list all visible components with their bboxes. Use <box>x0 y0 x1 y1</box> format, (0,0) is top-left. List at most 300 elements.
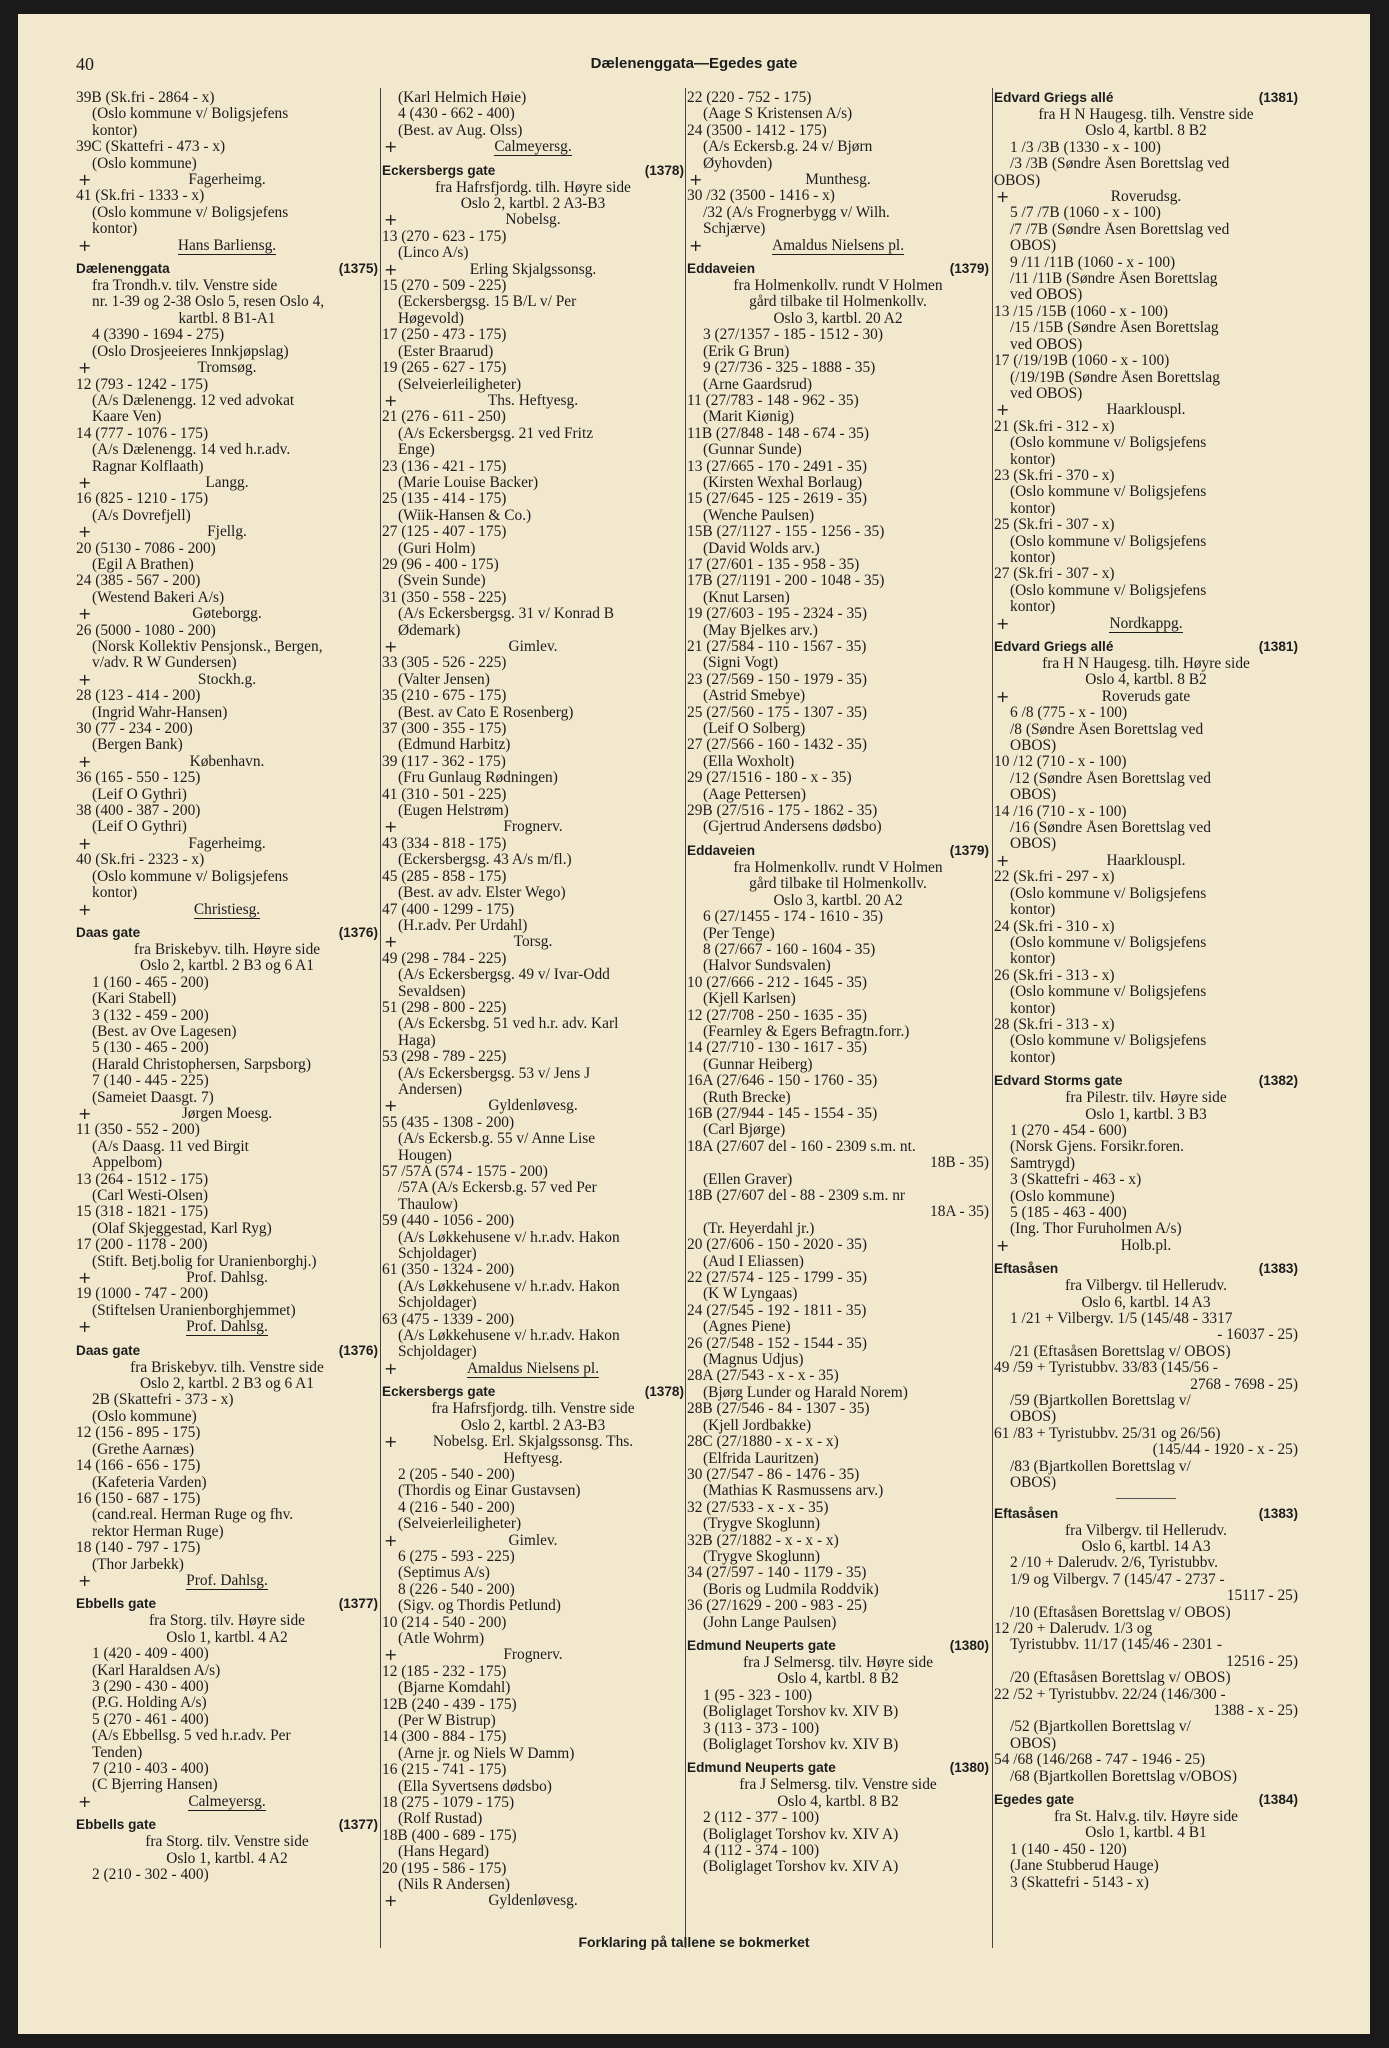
entry-line: kontor) <box>1010 451 1056 468</box>
entry-line: 6 (27/1455 - 174 - 1610 - 35) <box>703 909 883 926</box>
entry-line: ved OBOS) <box>1010 385 1083 402</box>
entry-line: 21 (Sk.fri - 312 - x) <box>994 418 1115 435</box>
entry-line: 32 (27/533 - x - x - 35) <box>687 1499 829 1516</box>
plus-icon: + <box>78 358 92 378</box>
entry-line: Samtrygd) <box>1010 1155 1075 1172</box>
directory-page <box>18 14 1370 2034</box>
entry-line: 18B (400 - 689 - 175) <box>382 1827 517 1844</box>
cross-street <box>76 1103 378 1123</box>
street-description: Oslo 1, kartbl. 3 B3 <box>1085 1106 1207 1123</box>
entry-line: (Oslo kommune v/ Boligsjefens <box>1010 934 1207 951</box>
entry-line: 38 (400 - 387 - 200) <box>76 803 201 820</box>
entry-line: (A/s Ebbellsg. 5 ved h.r.adv. Per <box>92 1728 291 1745</box>
cross-street <box>382 1893 684 1909</box>
street-description: Oslo 6, kartbl. 14 A3 <box>1081 1538 1211 1555</box>
entry-line: (A/s Løkkehusene v/ h.r.adv. Hakon <box>398 1328 620 1345</box>
entry-line: 2 (112 - 377 - 100) <box>703 1810 820 1827</box>
street-description: fra Pilestr. tilv. Høyre side <box>1065 1090 1227 1107</box>
street-description: fra Storg. tilv. Høyre side <box>148 1613 306 1630</box>
street-section <box>994 1506 1298 1786</box>
street-section <box>382 1384 684 1910</box>
cross-street-label: Ths. Heftyesg. <box>487 391 579 409</box>
entry-line: (Valter Jensen) <box>398 671 490 688</box>
entry-line: (A/s Dælenengg. 12 ved advokat <box>92 392 295 409</box>
street-number: (1383) <box>1258 1505 1298 1521</box>
street-section <box>76 925 378 1336</box>
entry-line: (Arne jr. og Niels W Damm) <box>398 1745 575 1762</box>
entry-line: 24 (3500 - 1412 - 175) <box>687 122 827 139</box>
entry-line: /16 (Søndre Åsen Borettslag ved <box>1010 820 1211 837</box>
entry-line: (Oslo Drosjeeieres Innkjøpslag) <box>92 343 289 360</box>
street-description: fra H N Haugesg. tilh. Venstre side <box>1038 107 1254 123</box>
entry-line: (A/s Eckersbergsg. 49 v/ Ivar-Odd <box>398 967 610 984</box>
entry-line: (Guri Holm) <box>398 540 476 557</box>
entry-line: (Selveierleiligheter) <box>398 376 522 393</box>
plus-icon: + <box>996 1235 1010 1255</box>
entry-line: Ragnar Kolflaath) <box>92 458 204 475</box>
entry-line: (Oslo kommune v/ Boligsjefens <box>1010 533 1207 550</box>
street-description: fra Holmenkollv. rundt V Holmen <box>733 278 943 295</box>
entry-line: (A/s Eckersb.g. 55 v/ Anne Lise <box>398 1131 596 1148</box>
street-heading <box>76 925 378 942</box>
entry-line: 26 (27/548 - 152 - 1544 - 35) <box>687 1335 867 1352</box>
plus-icon: + <box>384 210 398 230</box>
entry-line: 17 (27/601 - 135 - 958 - 35) <box>687 556 860 573</box>
street-name: Egedes gate <box>994 1792 1075 1807</box>
street-name: Daas gate <box>76 924 141 940</box>
street-heading <box>687 843 989 860</box>
entry-line: 4 (430 - 662 - 400) <box>398 106 515 123</box>
cross-street <box>76 1270 378 1286</box>
cross-street-label: Gimlev. <box>508 1531 558 1549</box>
entry-line: 6 /8 (775 - x - 100) <box>1010 705 1128 722</box>
plus-icon: + <box>384 1891 398 1911</box>
entry-line: 2768 - 7698 - 25) <box>1190 1376 1298 1393</box>
entry-line: (Ella Syvertsens dødsbo) <box>398 1778 552 1795</box>
entry-line: (Rolf Rustad) <box>398 1811 483 1828</box>
entry-line: 27 (125 - 407 - 175) <box>382 524 507 541</box>
entry-line: (H.r.adv. Per Urdahl) <box>398 917 528 934</box>
entry-line: (Eugen Helstrøm) <box>398 803 509 820</box>
entry-line: 55 (435 - 1308 - 200) <box>382 1114 515 1131</box>
entry-line: 1 (140 - 450 - 120) <box>1010 1841 1127 1858</box>
street-description: Oslo 2, kartbl. 2 A3-B3 <box>460 196 606 213</box>
cross-street-label: Erling Skjalgssonsg. <box>469 260 597 278</box>
entry-line: 1 /21 + Vilbergv. 1/5 (145/48 - 3317 <box>1010 1311 1233 1328</box>
street-number: (1377) <box>338 1817 378 1833</box>
street-section <box>687 90 989 254</box>
entry-line: OBOS) <box>1010 1475 1057 1492</box>
street-description: Oslo 6, kartbl. 14 A3 <box>1081 1294 1211 1311</box>
street-number: (1375) <box>338 261 378 277</box>
entry-line: (Hans Hegard) <box>398 1844 490 1861</box>
entry-line: 5 /7 /7B (1060 - x - 100) <box>1010 205 1161 222</box>
entry-line: 11 (350 - 552 - 200) <box>76 1122 200 1139</box>
entry-line: Sevaldsen) <box>398 983 466 1000</box>
street-description: Oslo 3, kartbl. 20 A2 <box>773 892 903 909</box>
entry-line: 43 (334 - 818 - 175) <box>382 835 507 852</box>
street-description: fra Vilbergv. til Hellerudv. <box>1065 1278 1227 1295</box>
entry-line: (A/s Eckersb.g. 24 v/ Bjørn <box>703 139 873 156</box>
entry-line: 10 (214 - 540 - 200) <box>382 1614 507 1631</box>
cross-street <box>76 360 378 376</box>
plus-icon: + <box>384 817 398 837</box>
entry-line: 2 /10 + Dalerudv. 2/6, Tyristubbv. <box>1010 1555 1218 1572</box>
entry-line: 59 (440 - 1056 - 200) <box>382 1213 515 1230</box>
entry-line: (Norsk Kollektiv Pensjonsk., Bergen, <box>92 639 323 655</box>
plus-icon: + <box>996 686 1010 706</box>
entry-line: (Trygve Skoglunn) <box>703 1516 821 1533</box>
entry-line: Tyristubbv. 11/17 (145/46 - 2301 - <box>1010 1637 1222 1654</box>
street-number: (1376) <box>338 924 378 940</box>
plus-icon: + <box>689 170 703 190</box>
entry-line: ved OBOS) <box>1010 287 1083 304</box>
street-description: fra Hafrsfjordg. tilh. Høyre side <box>435 179 631 196</box>
section-end-crossing <box>382 139 684 155</box>
entry-line: 41 (Sk.fri - 1333 - x) <box>76 188 205 205</box>
entry-line: 4 (112 - 374 - 100) <box>703 1843 820 1860</box>
street-heading <box>994 1261 1298 1278</box>
entry-line: 47 (400 - 1299 - 175) <box>382 901 515 918</box>
plus-icon: + <box>689 235 703 255</box>
entry-line: 1 (420 - 409 - 400) <box>92 1646 209 1663</box>
column-1 <box>76 90 378 1890</box>
entry-line: nr. 1-39 og 2-38 Oslo 5, resen Oslo 4, <box>92 294 325 311</box>
cross-street-label: Frognerv. <box>503 818 563 836</box>
entry-line: 24 (Sk.fri - 310 - x) <box>994 918 1115 935</box>
entry-line: (Oslo kommune v/ Boligsjefens <box>92 106 289 123</box>
street-section <box>687 1760 989 1875</box>
cross-street <box>76 606 378 622</box>
street-description: Oslo 4, kartbl. 8 B2 <box>1085 672 1207 689</box>
street-number: (1382) <box>1258 1073 1298 1089</box>
entry-line: /83 (Bjartkollen Borettslag v/ <box>1010 1458 1191 1475</box>
entry-line: (Thordis og Einar Gustavsen) <box>398 1483 581 1500</box>
cross-street-label: Langg. <box>205 473 249 491</box>
entry-line: (Wenche Paulsen) <box>703 507 815 524</box>
entry-line: Høgevold) <box>398 310 464 327</box>
entry-line: 23 (Sk.fri - 370 - x) <box>994 467 1115 484</box>
entry-line: 25 (27/560 - 175 - 1307 - 35) <box>687 704 867 721</box>
entry-line: 14 (27/710 - 130 - 1617 - 35) <box>687 1040 867 1057</box>
entry-line: 18A (27/607 del - 160 - 2309 s.m. nt. <box>687 1138 916 1155</box>
entry-line: /7 /7B (Søndre Åsen Borettslag ved <box>1010 221 1230 238</box>
entry-line: (Stift. Betj.bolig for Uranienborghj.) <box>92 1253 317 1270</box>
entry-line: (Thor Jarbekk) <box>92 1556 184 1573</box>
street-description: fra Briskebyv. tilh. Høyre side <box>133 941 321 958</box>
street-heading <box>76 1343 378 1360</box>
entry-line: (Atle Wohrm) <box>398 1630 485 1647</box>
entry-line: 12 (156 - 895 - 175) <box>76 1425 201 1442</box>
entry-line: 21 (276 - 611 - 250) <box>382 409 506 426</box>
plus-icon: + <box>78 1791 92 1811</box>
column-divider <box>685 88 686 1948</box>
entry-line: (Sigv. og Thordis Petlund) <box>398 1598 561 1615</box>
entry-line: (Gjertrud Andersens dødsbo) <box>703 819 882 836</box>
cross-street-label: Tromsøg. <box>197 359 257 377</box>
entry-line: 20 (27/606 - 150 - 2020 - 35) <box>687 1237 867 1254</box>
cross-street <box>687 172 989 188</box>
entry-line: 12516 - 25) <box>1226 1653 1298 1670</box>
street-description: Oslo 4, kartbl. 8 B2 <box>777 1793 899 1810</box>
street-section <box>687 261 989 836</box>
street-description: fra J Selmersg. tilv. Høyre side <box>742 1654 934 1671</box>
plus-icon: + <box>78 669 92 689</box>
entry-line: (Trygve Skoglunn) <box>703 1548 821 1565</box>
entry-line: (Kjell Karlsen) <box>703 991 796 1008</box>
entry-line: (A/s Løkkehusene v/ h.r.adv. Hakon <box>398 1229 620 1246</box>
entry-line: (Karl Helmich Høie) <box>398 90 527 106</box>
entry-line: (Erik G Brun) <box>703 343 790 360</box>
street-heading <box>687 1638 989 1655</box>
entry-line: 1 (160 - 465 - 200) <box>92 974 209 991</box>
street-description: fra Vilbergv. til Hellerudv. <box>1065 1522 1227 1539</box>
entry-line: (Kjell Jordbakke) <box>703 1417 812 1434</box>
street-description: Oslo 1, kartbl. 4 A2 <box>166 1850 288 1867</box>
entry-line: 22 /52 + Tyristubbv. 22/24 (146/300 - <box>994 1686 1226 1703</box>
entry-line: /20 (Eftasåsen Borettslag v/ OBOS) <box>1010 1670 1231 1687</box>
entry-line: ved OBOS) <box>1010 336 1083 353</box>
street-section <box>687 1638 989 1753</box>
entry-line: 18B (27/607 del - 88 - 2309 s.m. nr <box>687 1188 906 1204</box>
street-section <box>76 1596 378 1810</box>
entry-line: 28B (27/546 - 84 - 1307 - 35) <box>687 1401 870 1418</box>
street-number: (1378) <box>644 1384 684 1400</box>
entry-line: 14 (166 - 656 - 175) <box>76 1458 201 1475</box>
plus-icon: + <box>996 850 1010 870</box>
page-footer: Forklaring på tallene se bokmerket <box>578 1934 810 1950</box>
section-end-crossing <box>994 613 1298 633</box>
entry-line: (May Bjelkes arv.) <box>703 622 818 639</box>
entry-line: (Eckersbergsg. 15 B/L v/ Per <box>398 294 577 311</box>
cross-street-label: Christiesg. <box>193 900 261 918</box>
entry-line: 19 (265 - 627 - 175) <box>382 360 507 377</box>
entry-line: 29 (96 - 400 - 175) <box>382 556 499 573</box>
entry-line: (A/s Dælenengg. 14 ved h.r.adv. <box>92 442 291 459</box>
cross-street-label: Jørgen Moesg. <box>181 1104 273 1122</box>
entry-line: OBOS) <box>994 172 1041 189</box>
entry-line: (Tr. Heyerdahl jr.) <box>703 1220 815 1237</box>
cross-street-label: Haarklouspl. <box>1106 401 1186 419</box>
street-name: Eckersbergs gate <box>382 162 496 178</box>
street-number: (1384) <box>1258 1792 1298 1807</box>
entry-line: (Ester Braarud) <box>398 343 494 360</box>
street-heading <box>994 1792 1298 1809</box>
entry-line: 28 (Sk.fri - 313 - x) <box>994 1016 1115 1033</box>
entry-line: (Bjørg Lunder og Harald Norem) <box>703 1384 908 1401</box>
entry-line: 14 /16 (710 - x - 100) <box>994 803 1127 820</box>
entry-line: (Karl Haraldsen A/s) <box>92 1662 221 1679</box>
section-end-crossing <box>687 235 989 255</box>
entry-line: 15117 - 25) <box>1226 1588 1298 1605</box>
entry-line: /32 (A/s Frognerbygg v/ Wilh. <box>703 204 890 221</box>
entry-line: 3 (113 - 373 - 100) <box>703 1720 820 1737</box>
entry-line: (Boliglaget Torshov kv. XIV B) <box>703 1704 899 1721</box>
entry-line: (Oslo kommune v/ Boligsjefens <box>1010 1033 1207 1050</box>
entry-line: (Wiik-Hansen & Co.) <box>398 507 532 524</box>
entry-line: kontor) <box>92 885 138 902</box>
entry-line: 18 (275 - 1079 - 175) <box>382 1795 515 1812</box>
cross-street <box>382 1647 684 1663</box>
entry-line: 17B (27/1191 - 200 - 1048 - 35) <box>687 573 885 590</box>
entry-line: 34 (27/597 - 140 - 1179 - 35) <box>687 1565 867 1582</box>
street-description: Oslo 3, kartbl. 20 A2 <box>773 310 903 327</box>
entry-line: /21 (Eftasåsen Borettslag v/ OBOS) <box>1010 1343 1231 1360</box>
entry-line: 49 (298 - 784 - 225) <box>382 950 507 967</box>
cross-street-label: Amaldus Nielsens pl. <box>771 236 905 254</box>
cross-street-label: Holb.pl. <box>1120 1236 1172 1254</box>
entry-line: (P.G. Holding A/s) <box>92 1695 207 1712</box>
entry-line: (David Wolds arv.) <box>703 540 820 557</box>
entry-line: kontor) <box>92 122 138 139</box>
street-name: Eckersbergs gate <box>382 1384 496 1400</box>
entry-line: v/adv. R W Gundersen) <box>92 655 237 672</box>
entry-line: (Arne Gaardsrud) <box>703 376 812 393</box>
section-end-crossing <box>76 235 378 255</box>
entry-line: (Gunnar Sunde) <box>703 442 802 459</box>
entry-line: 5 (270 - 461 - 400) <box>92 1711 209 1728</box>
entry-line: kontor) <box>1010 549 1056 566</box>
entry-line: 19 (1000 - 747 - 200) <box>76 1286 209 1303</box>
cross-street-label: Gøteborgg. <box>192 605 262 623</box>
entry-line: 12 (27/708 - 250 - 1635 - 35) <box>687 1007 867 1024</box>
street-section <box>76 90 378 254</box>
entry-line: 15B (27/1127 - 155 - 1256 - 35) <box>687 524 885 541</box>
entry-line: 16 (215 - 741 - 175) <box>382 1762 507 1779</box>
entry-line: (Grethe Aarnæs) <box>92 1441 195 1458</box>
cross-street <box>382 934 684 950</box>
entry-line: 54 /68 (146/268 - 747 - 1946 - 25) <box>994 1752 1206 1769</box>
entry-line: (Boliglaget Torshov kv. XIV B) <box>703 1737 899 1753</box>
entry-line: /10 (Eftasåsen Borettslag v/ OBOS) <box>1010 1604 1231 1621</box>
entry-line: fra Trondh.v. tilv. Venstre side <box>92 278 278 295</box>
entry-line: /12 (Søndre Åsen Borettslag ved <box>1010 770 1211 787</box>
street-name: Eftasåsen <box>994 1505 1059 1521</box>
entry-line: 45 (285 - 858 - 175) <box>382 868 507 885</box>
entry-line: 49 /59 + Tyristubbv. 33/83 (145/56 - <box>994 1360 1218 1377</box>
street-description: Oslo 4, kartbl. 8 B2 <box>1085 123 1207 140</box>
entry-line: 18 (140 - 797 - 175) <box>76 1540 201 1557</box>
entry-line: 27 (27/566 - 160 - 1432 - 35) <box>687 737 867 754</box>
entry-line: Schjoldager) <box>398 1246 477 1263</box>
plus-icon: + <box>996 400 1010 420</box>
entry-line: (145/44 - 1920 - x - 25) <box>1152 1442 1298 1459</box>
cross-street <box>994 850 1298 870</box>
street-number: (1376) <box>338 1342 378 1358</box>
plus-icon: + <box>78 899 92 919</box>
cross-street <box>76 833 378 853</box>
cross-street-label: Nordkappg. <box>1109 614 1183 632</box>
section-end-crossing <box>382 1358 684 1378</box>
entry-line: 3 (Skattefri - 463 - x) <box>1010 1172 1142 1189</box>
entry-line: Thaulow) <box>398 1196 458 1213</box>
entry-line: OBOS) <box>1010 238 1057 255</box>
section-end-crossing <box>76 1570 378 1590</box>
entry-line: (Halvor Sundsvalen) <box>703 958 831 975</box>
entry-line: (Leif O Solberg) <box>703 721 806 738</box>
entry-line: kontor) <box>92 221 138 238</box>
page-title: Dælenenggata—Egedes gate <box>590 55 798 72</box>
street-name: Eftasåsen <box>994 1261 1059 1277</box>
plus-icon: + <box>384 390 398 410</box>
cross-street-label: Frognerv. <box>503 1646 563 1664</box>
entry-line: (Nils R Andersen) <box>398 1877 510 1894</box>
entry-line: 17 (250 - 473 - 175) <box>382 327 507 344</box>
entry-line: /8 (Søndre Åsen Borettslag ved <box>1010 721 1204 738</box>
entry-line: (A/s Daasg. 11 ved Birgit <box>92 1138 249 1155</box>
entry-line: 1388 - x - 25) <box>1213 1702 1298 1719</box>
entry-line: (Olaf Skjeggestad, Karl Ryg) <box>92 1220 272 1237</box>
entry-line: (Ing. Thor Furuholmen A/s) <box>1010 1221 1182 1238</box>
plus-icon: + <box>384 1358 398 1378</box>
entry-line: (Best. av adv. Elster Wego) <box>398 885 566 902</box>
entry-line: Schjoldager) <box>398 1344 477 1361</box>
entry-line: 20 (5130 - 7086 - 200) <box>76 540 216 557</box>
entry-line: (Oslo kommune v/ Boligsjefens <box>1010 582 1207 599</box>
entry-line: OBOS) <box>1010 836 1057 853</box>
entry-line: /52 (Bjartkollen Borettslag v/ <box>1010 1719 1191 1736</box>
cross-street <box>76 524 378 540</box>
cross-street-label: Amaldus Nielsens pl. <box>466 1359 600 1377</box>
entry-line: (A/s Eckersbergsg. 21 ved Fritz <box>398 425 594 442</box>
cross-street-label: København. <box>189 752 265 770</box>
street-number: (1379) <box>949 842 989 858</box>
street-heading <box>76 1817 378 1834</box>
entry-line: 13 (270 - 623 - 175) <box>382 228 507 245</box>
entry-line: kontor) <box>1010 500 1056 517</box>
street-heading <box>76 1596 378 1613</box>
entry-line: 11 (27/783 - 148 - 962 - 35) <box>687 392 859 409</box>
entry-line: Appelbom) <box>92 1155 163 1172</box>
entry-line: 61 (350 - 1324 - 200) <box>382 1262 515 1279</box>
entry-line: 40 (Sk.fri - 2323 - x) <box>76 852 205 869</box>
street-name: Dælenenggata <box>76 261 170 277</box>
entry-line: (Edmund Harbitz) <box>398 737 511 754</box>
entry-line: /57A (A/s Eckersb.g. 57 ved Per <box>398 1180 597 1197</box>
entry-line: /3 /3B (Søndre Åsen Borettslag ved <box>1010 156 1230 173</box>
entry-line: (Bjarne Komdahl) <box>398 1680 511 1697</box>
street-description: Oslo 1, kartbl. 4 B1 <box>1085 1825 1207 1842</box>
entry-line: kontor) <box>1010 599 1056 616</box>
street-heading <box>994 1073 1298 1090</box>
entry-line: (Astrid Smebye) <box>703 688 806 705</box>
street-description: kartbl. 8 B1-A1 <box>178 310 276 327</box>
street-description: fra Hafrsfjordg. tilh. Venstre side <box>431 1401 635 1418</box>
section-end-crossing <box>76 1791 378 1811</box>
column-2 <box>382 90 684 1917</box>
street-section <box>994 1792 1298 1891</box>
entry-line: 2 (210 - 302 - 400) <box>92 1867 209 1884</box>
entry-line: 10 /12 (710 - x - 100) <box>994 754 1127 771</box>
cross-street-label: Gimlev. <box>508 638 558 655</box>
entry-line: (Aage S Kristensen A/s) <box>703 106 853 123</box>
entry-line: (Per W Bistrup) <box>398 1713 496 1729</box>
entry-line: Schjærve) <box>703 221 766 238</box>
entry-line: 10 (27/666 - 212 - 1645 - 35) <box>687 974 867 991</box>
entry-line: 15 (27/645 - 125 - 2619 - 35) <box>687 491 867 508</box>
entry-line: 29B (27/516 - 175 - 1862 - 35) <box>687 803 878 820</box>
entry-line: (Oslo kommune) <box>92 1408 197 1425</box>
entry-line: 2B (Skattefri - 373 - x) <box>92 1392 234 1409</box>
cross-street <box>994 402 1298 418</box>
street-heading <box>687 1760 989 1777</box>
entry-line: (Marit Kiønig) <box>703 409 795 426</box>
cross-street <box>382 390 684 410</box>
entry-line: 28 (123 - 414 - 200) <box>76 688 201 705</box>
street-description: Heftyesg. <box>503 1450 563 1467</box>
entry-line: 26 (Sk.fri - 313 - x) <box>994 967 1115 984</box>
street-description: Oslo 4, kartbl. 8 B2 <box>777 1671 899 1688</box>
